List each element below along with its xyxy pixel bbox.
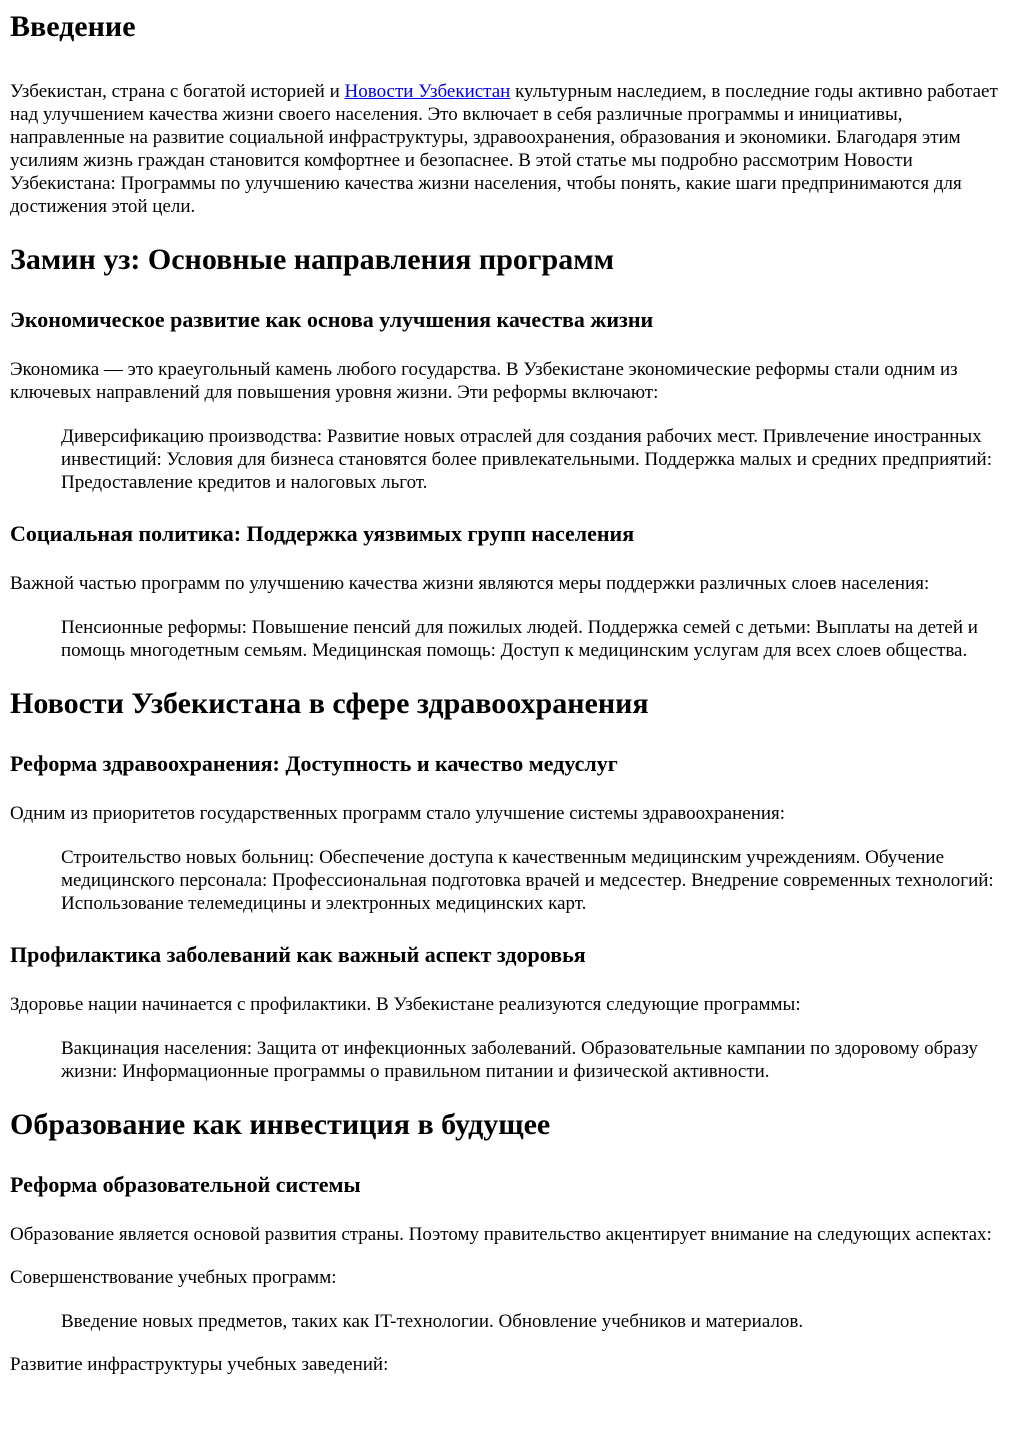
prevention-quote: Вакцинация населения: Защита от инфекционных заболеваний. Образовательные кампании по здоровому образу жизни: Информационные программы о правильном питании и физической активности.	[61, 1038, 978, 1082]
economy-paragraph: Экономика — это краеугольный камень любого государства. В Узбекистане экономические реформы стали одним из ключевых направлений для повышения уровня жизни. Эти реформы включают:	[10, 359, 958, 403]
healthcare-reform-quote: Строительство новых больниц: Обеспечение доступа к качественным медицинским учреждениям. Обучение медицинского персонала: Профессиональная подготовка врачей и медсестер. Внедрение современных технологий: Использование телемедицины и электронных медицинских карт.	[61, 847, 994, 914]
intro-paragraph	[10, 80, 1014, 218]
prevention-paragraph: Здоровье нации начинается с профилактики. В Узбекистане реализуются следующие программы:	[10, 994, 801, 1015]
healthcare-reform-heading: Реформа здравоохранения: Доступность и качество медуслуг	[10, 751, 618, 776]
curriculum-quote: Введение новых предметов, таких как IT-технологии. Обновление учебников и материалов.	[61, 1311, 804, 1332]
prevention-heading: Профилактика заболеваний как важный аспект здоровья	[10, 942, 586, 967]
healthcare-reform-paragraph: Одним из приоритетов государственных программ стало улучшение системы здравоохранения:	[10, 803, 786, 824]
curriculum-label: Совершенствование учебных программ:	[10, 1267, 337, 1288]
education-reform-heading: Реформа образовательной системы	[10, 1172, 361, 1197]
economy-heading: Экономическое развитие как основа улучшения качества жизни	[10, 307, 654, 332]
social-paragraph: Важной частью программ по улучшению качества жизни являются меры поддержки различных слоев населения:	[10, 573, 930, 594]
news-uzbekistan-link[interactable]: Новости Узбекистан	[344, 81, 511, 102]
section-main-directions-heading: Замин уз: Основные направления программ	[10, 243, 615, 276]
economy-quote: Диверсификацию производства: Развитие новых отраслей для создания рабочих мест. Привлечение иностранных инвестиций: Условия для бизнеса становятся более привлекательными. Поддержка малых и средних предприятий: Предоставление кредитов и налоговых льгот.	[61, 426, 992, 493]
intro-text-end: культурным наследием, в последние годы активно работает над улучшением качества жизни своего населения. Это включает в себя различные программы и инициативы, направленные на развитие социальной инфраструктуры, здравоохранения, образования и экономики. Благодаря этим усилиям жизнь граждан становится комфортнее и безопаснее. В этой статье мы подробно рассмотрим Новости Узбекистана: Программы по улучшению качества жизни населения, чтобы понять, какие шаги предпринимаются для достижения этой цели.	[10, 81, 998, 217]
education-reform-paragraph: Образование является основой развития страны. Поэтому правительство акцентирует внимание на следующих аспектах:	[10, 1224, 992, 1245]
intro-heading: Введение	[10, 10, 136, 43]
social-quote: Пенсионные реформы: Повышение пенсий для пожилых людей. Поддержка семей с детьми: Выплаты на детей и помощь многодетным семьям. Медицинская помощь: Доступ к медицинским услугам для всех слоев общества.	[61, 617, 978, 661]
infrastructure-label: Развитие инфраструктуры учебных заведений:	[10, 1354, 389, 1375]
social-heading: Социальная политика: Поддержка уязвимых групп населения	[10, 521, 635, 546]
section-education-heading: Образование как инвестиция в будущее	[10, 1108, 551, 1141]
intro-text-start: Узбекистан, страна с богатой историей и	[10, 81, 345, 102]
article	[0, 10, 1024, 1376]
section-healthcare-heading: Новости Узбекистана в сфере здравоохранения	[10, 687, 649, 720]
